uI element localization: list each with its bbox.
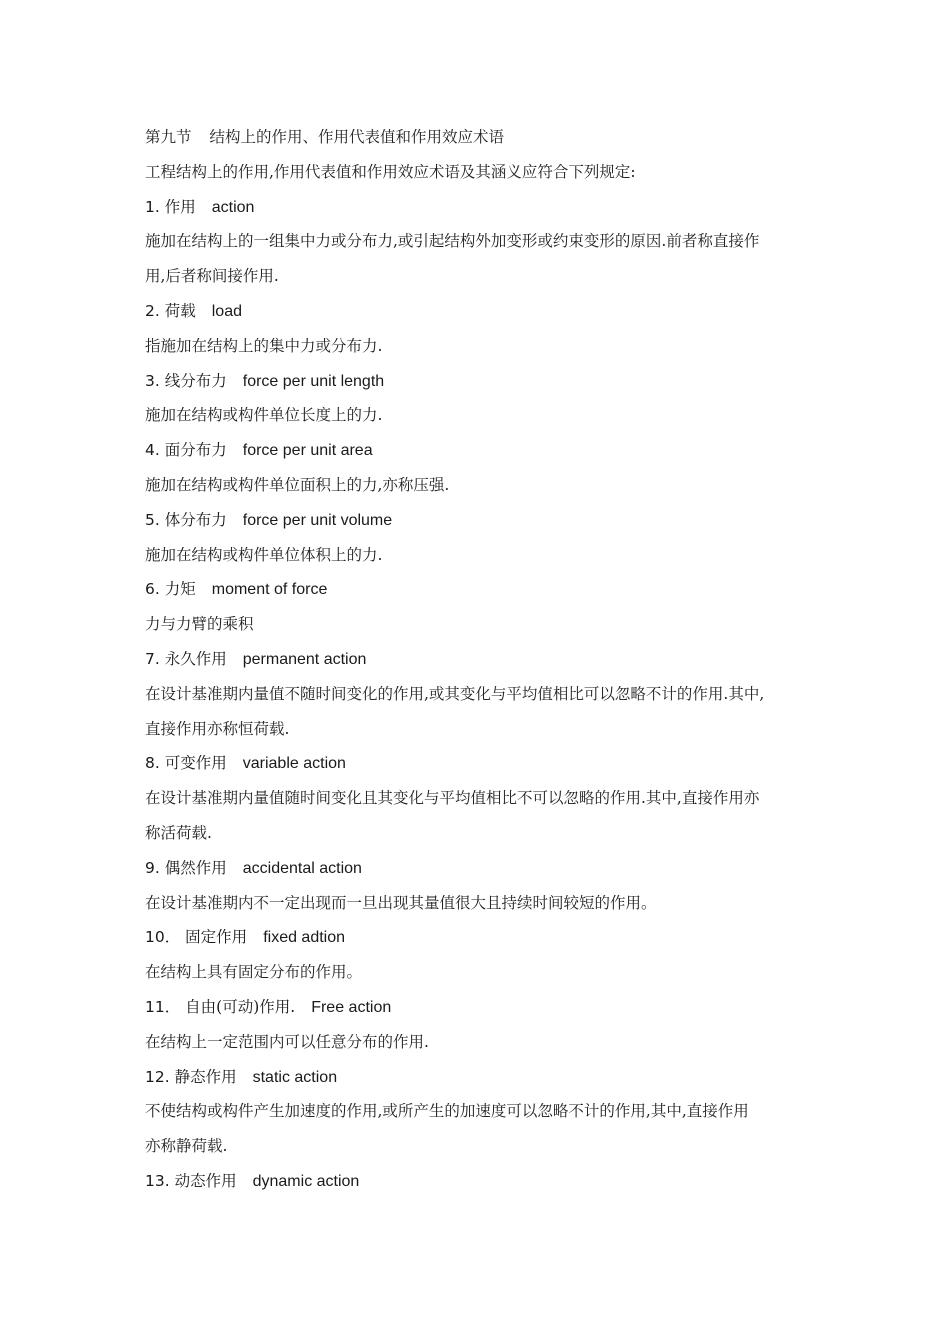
term-number: 1.: [145, 197, 160, 216]
term-chinese: 固定作用: [185, 928, 248, 947]
term-definition-line: 在结构上具有固定分布的作用。: [145, 963, 363, 982]
term-number: 4.: [145, 441, 160, 460]
term-heading: [145, 746, 825, 781]
term-number: 10．: [145, 928, 181, 947]
term-chinese: 面分布力: [164, 441, 227, 460]
section-heading: [145, 120, 825, 155]
term-definition-line: 在设计基准期内量值随时间变化且其变化与平均值相比不可以忽略的作用.其中,直接作用亦: [145, 789, 760, 808]
term-english: force per unit length: [242, 372, 385, 390]
term-list: [145, 190, 825, 1199]
term-chinese: 线分布力: [164, 371, 227, 390]
term-definition-line: 在结构上一定范围内可以任意分布的作用.: [145, 1032, 429, 1051]
term-number: 13.: [145, 1171, 170, 1190]
term-english: action: [211, 198, 255, 216]
term-english: permanent action: [242, 650, 367, 668]
term-chinese: 永久作用: [164, 649, 227, 668]
term-number: 7.: [145, 649, 160, 668]
term-english: force per unit volume: [242, 511, 393, 529]
term-definition-line: 力与力臂的乘积: [145, 615, 254, 634]
term-number: 2.: [145, 301, 160, 320]
term-english: accidental action: [242, 859, 362, 877]
term-english: Free action: [311, 998, 392, 1016]
term-chinese: 荷载: [164, 301, 196, 320]
term-number: 8.: [145, 754, 160, 773]
term-definition-line: 指施加在结构上的集中力或分布力.: [145, 336, 383, 355]
term-definition-line: 不使结构或构件产生加速度的作用,或所产生的加速度可以忽略不计的作用,其中,直接作用: [145, 1102, 749, 1121]
term-heading: [145, 503, 825, 538]
term-definition-line: 直接作用亦称恒荷载.: [145, 719, 290, 738]
term-chinese: 力矩: [164, 580, 196, 599]
term-english: load: [211, 302, 242, 320]
intro-paragraph: 工程结构上的作用,作用代表值和作用效应术语及其涵义应符合下列规定:: [145, 162, 636, 181]
term-heading: [145, 642, 825, 677]
term-heading: [145, 851, 825, 886]
term-chinese: 作用: [164, 197, 196, 216]
section-number: 第九节: [145, 128, 192, 146]
term-english: variable action: [242, 755, 346, 773]
term-heading: [145, 990, 825, 1025]
term-heading: [145, 920, 825, 955]
term-english: dynamic action: [252, 1172, 360, 1190]
term-number: 12.: [145, 1067, 170, 1086]
term-heading: [145, 433, 825, 468]
term-definition-line: 在设计基准期内不一定出现而一旦出现其量值很大且持续时间较短的作用。: [145, 893, 657, 912]
document-body: [145, 120, 825, 1199]
term-english: static action: [252, 1068, 338, 1086]
term-definition-line: 施加在结构或构件单位长度上的力.: [145, 406, 383, 425]
term-chinese: 动态作用: [174, 1171, 237, 1190]
term-number: 5.: [145, 510, 160, 529]
term-definition-line: 称活荷载.: [145, 823, 212, 842]
section-title: 结构上的作用、作用代表值和作用效应术语: [209, 128, 505, 146]
term-number: 11．: [145, 997, 181, 1016]
term-heading: [145, 572, 825, 607]
term-english: fixed adtion: [263, 929, 346, 947]
term-definition-line: 亦称静荷载.: [145, 1137, 228, 1156]
term-heading: [145, 364, 825, 399]
term-heading: [145, 294, 825, 329]
term-chinese: 体分布力: [164, 510, 227, 529]
term-definition-line: 施加在结构或构件单位面积上的力,亦称压强.: [145, 475, 450, 494]
term-number: 6.: [145, 580, 160, 599]
term-chinese: 偶然作用: [164, 858, 227, 877]
term-english: force per unit area: [242, 442, 373, 460]
term-heading: [145, 190, 825, 225]
term-chinese: 自由(可动)作用.: [185, 997, 296, 1016]
term-english: moment of force: [211, 581, 328, 599]
term-heading: [145, 1060, 825, 1095]
term-definition-line: 在设计基准期内量值不随时间变化的作用,或其变化与平均值相比可以忽略不计的作用.其中,: [145, 684, 765, 703]
term-number: 9.: [145, 858, 160, 877]
term-chinese: 可变作用: [164, 754, 227, 773]
term-chinese: 静态作用: [174, 1067, 237, 1086]
term-heading: [145, 1164, 825, 1199]
term-number: 3.: [145, 371, 160, 390]
term-definition-line: 施加在结构上的一组集中力或分布力,或引起结构外加变形或约束变形的原因.前者称直接作: [145, 232, 760, 251]
term-definition-line: 用,后者称间接作用.: [145, 267, 279, 286]
term-definition-line: 施加在结构或构件单位体积上的力.: [145, 545, 383, 564]
